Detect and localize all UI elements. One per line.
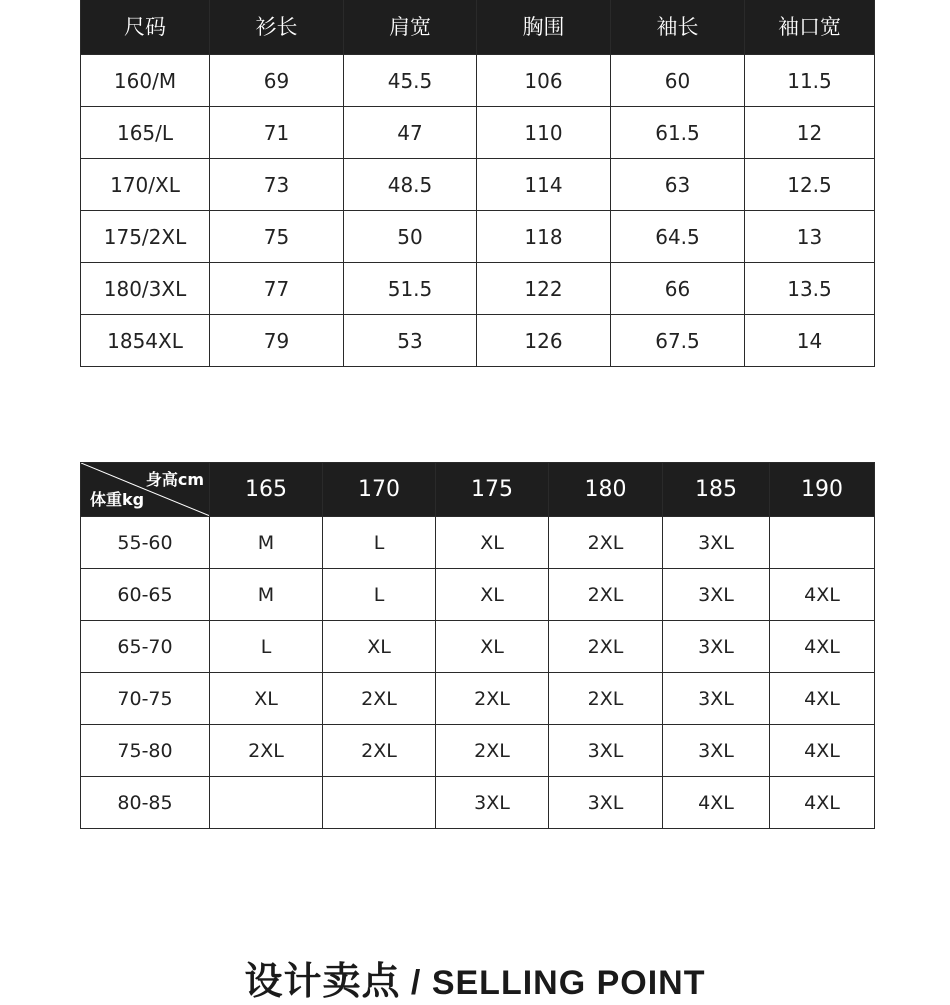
height-165: 165 — [210, 463, 323, 517]
table-row — [81, 263, 875, 315]
recommended-size-cell — [770, 517, 875, 569]
recommended-size-cell: XL — [436, 621, 549, 673]
table-row — [81, 673, 875, 725]
recommended-size-cell: L — [323, 569, 436, 621]
table-row — [81, 517, 875, 569]
table-cell: 106 — [477, 55, 611, 107]
table-cell: 175/2XL — [81, 211, 210, 263]
recommended-size-cell: 3XL — [549, 725, 663, 777]
table-row — [81, 569, 875, 621]
table-cell: 64.5 — [611, 211, 745, 263]
recommended-size-cell: L — [210, 621, 323, 673]
table-cell: 73 — [210, 159, 344, 211]
weight-range-cell: 55-60 — [81, 517, 210, 569]
table-cell: 66 — [611, 263, 745, 315]
table-cell: 13 — [745, 211, 875, 263]
size-chart-header-row — [81, 0, 875, 55]
selling-point-heading — [0, 950, 950, 1005]
recommended-size-cell — [210, 777, 323, 829]
selling-point-title-cn: 设计卖点 — [244, 959, 401, 1003]
height-weight-corner-cell — [81, 463, 210, 517]
table-cell: 67.5 — [611, 315, 745, 367]
weight-range-cell: 70-75 — [81, 673, 210, 725]
recommended-size-cell: XL — [323, 621, 436, 673]
table-cell: 47 — [344, 107, 477, 159]
size-reference-table — [80, 462, 875, 829]
recommended-size-cell: 3XL — [663, 621, 770, 673]
weight-range-cell: 75-80 — [81, 725, 210, 777]
recommended-size-cell: 4XL — [770, 725, 875, 777]
table-row — [81, 107, 875, 159]
table-cell: 12.5 — [745, 159, 875, 211]
weight-range-cell: 80-85 — [81, 777, 210, 829]
recommended-size-cell: 3XL — [663, 569, 770, 621]
reference-header-row — [81, 463, 875, 517]
height-180: 180 — [549, 463, 663, 517]
recommended-size-cell: 2XL — [549, 517, 663, 569]
table-cell: 63 — [611, 159, 745, 211]
height-label: 身高cm — [145, 470, 204, 489]
recommended-size-cell: 3XL — [549, 777, 663, 829]
table-cell: 122 — [477, 263, 611, 315]
recommended-size-cell: 2XL — [549, 673, 663, 725]
recommended-size-cell: 2XL — [323, 725, 436, 777]
weight-label: 体重kg — [90, 490, 145, 509]
recommended-size-cell: 4XL — [770, 621, 875, 673]
height-190: 190 — [770, 463, 875, 517]
table-cell: 75 — [210, 211, 344, 263]
size-chart-table — [80, 0, 875, 367]
recommended-size-cell: 4XL — [663, 777, 770, 829]
table-cell: 50 — [344, 211, 477, 263]
table-cell: 61.5 — [611, 107, 745, 159]
height-175: 175 — [436, 463, 549, 517]
table-cell: 12 — [745, 107, 875, 159]
recommended-size-cell: L — [323, 517, 436, 569]
table-cell: 160/M — [81, 55, 210, 107]
header-sleeve: 袖长 — [611, 0, 745, 55]
recommended-size-cell: 3XL — [663, 725, 770, 777]
recommended-size-cell: M — [210, 569, 323, 621]
table-row — [81, 159, 875, 211]
table-cell: 1854XL — [81, 315, 210, 367]
selling-point-title-en: SELLING POINT — [431, 964, 706, 1002]
table-cell: 11.5 — [745, 55, 875, 107]
table-cell: 165/L — [81, 107, 210, 159]
height-170: 170 — [323, 463, 436, 517]
recommended-size-cell: 2XL — [436, 725, 549, 777]
recommended-size-cell: XL — [436, 569, 549, 621]
table-cell: 110 — [477, 107, 611, 159]
table-row — [81, 725, 875, 777]
recommended-size-cell: 3XL — [663, 517, 770, 569]
table-cell: 79 — [210, 315, 344, 367]
header-cuff: 袖口宽 — [745, 0, 875, 55]
selling-point-separator: / — [400, 964, 432, 1002]
header-length: 衫长 — [210, 0, 344, 55]
table-row — [81, 621, 875, 673]
table-row — [81, 55, 875, 107]
table-cell: 71 — [210, 107, 344, 159]
recommended-size-cell: 2XL — [549, 621, 663, 673]
header-shoulder: 肩宽 — [344, 0, 477, 55]
recommended-size-cell: 4XL — [770, 673, 875, 725]
table-cell: 53 — [344, 315, 477, 367]
recommended-size-cell: 2XL — [210, 725, 323, 777]
header-chest: 胸围 — [477, 0, 611, 55]
table-cell: 14 — [745, 315, 875, 367]
table-row — [81, 211, 875, 263]
recommended-size-cell: M — [210, 517, 323, 569]
recommended-size-cell: XL — [436, 517, 549, 569]
table-cell: 13.5 — [745, 263, 875, 315]
table-cell: 126 — [477, 315, 611, 367]
table-row — [81, 777, 875, 829]
table-cell: 114 — [477, 159, 611, 211]
recommended-size-cell: 4XL — [770, 777, 875, 829]
recommended-size-cell: 3XL — [663, 673, 770, 725]
recommended-size-cell: XL — [210, 673, 323, 725]
table-cell: 77 — [210, 263, 344, 315]
header-size: 尺码 — [81, 0, 210, 55]
table-cell: 118 — [477, 211, 611, 263]
table-cell: 180/3XL — [81, 263, 210, 315]
table-cell: 170/XL — [81, 159, 210, 211]
table-cell: 48.5 — [344, 159, 477, 211]
recommended-size-cell: 2XL — [436, 673, 549, 725]
table-cell: 69 — [210, 55, 344, 107]
table-row — [81, 315, 875, 367]
recommended-size-cell: 3XL — [436, 777, 549, 829]
recommended-size-cell: 2XL — [549, 569, 663, 621]
table-cell: 60 — [611, 55, 745, 107]
recommended-size-cell: 2XL — [323, 673, 436, 725]
height-185: 185 — [663, 463, 770, 517]
table-cell: 45.5 — [344, 55, 477, 107]
recommended-size-cell: 4XL — [770, 569, 875, 621]
weight-range-cell: 65-70 — [81, 621, 210, 673]
recommended-size-cell — [323, 777, 436, 829]
table-cell: 51.5 — [344, 263, 477, 315]
weight-range-cell: 60-65 — [81, 569, 210, 621]
